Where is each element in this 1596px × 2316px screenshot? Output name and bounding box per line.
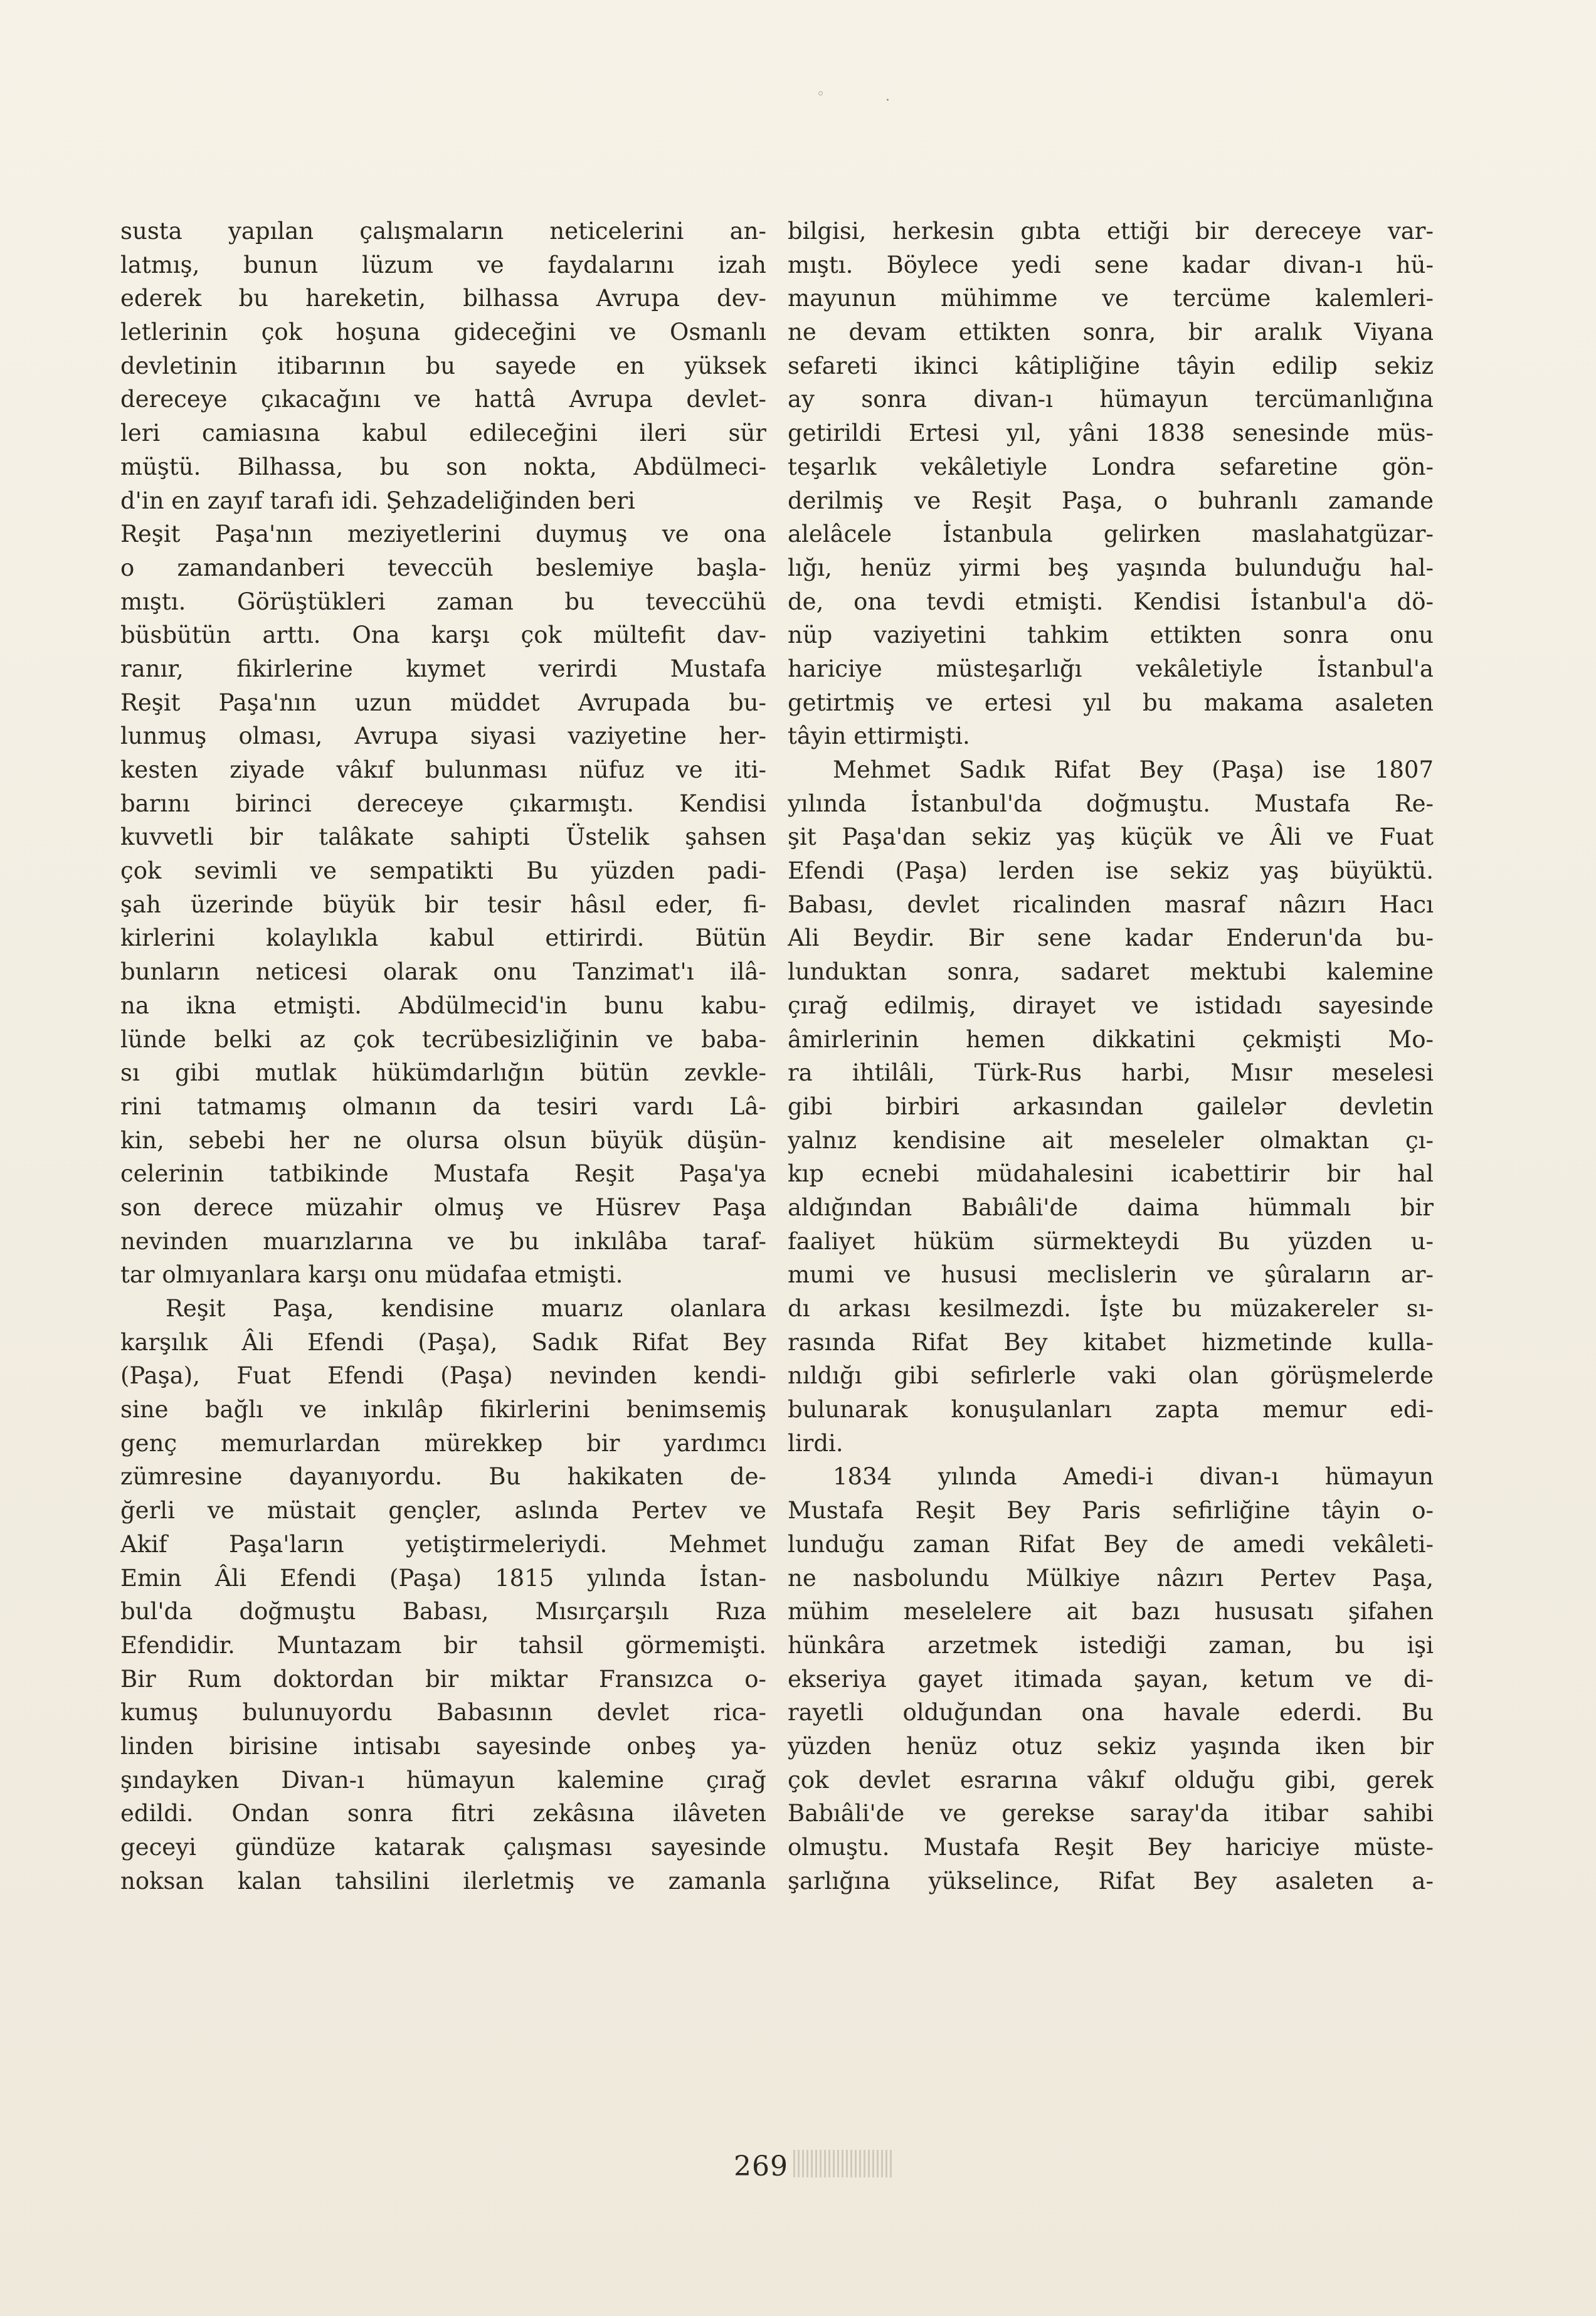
right-column	[788, 214, 1434, 1898]
text-line: rini tatmamış olmanın da tesiri vardı Lâ-	[120, 1092, 766, 1120]
text-line: celerinin tatbikinde Mustafa Reşit Paşa'ya	[120, 1160, 766, 1188]
text-line: barını birinci dereceye çıkarmıştı. Kendisi	[120, 790, 766, 817]
text-line: bilgisi, herkesin gıbta ettiği bir dereceye var-	[788, 218, 1434, 245]
text-line: çırağ edilmiş, dirayet ve istidadı sayesinde	[788, 991, 1434, 1019]
text-line: linden birisine intisabı sayesinde onbeş ya-	[120, 1732, 766, 1760]
text-line: âmirlerinin hemen dikkatini çekmişti Mo-	[788, 1025, 1434, 1053]
text-line: gibi birbiri arkasından gailelər devletin	[788, 1092, 1434, 1120]
text-line: letlerinin çok hoşuna gideceğini ve Osmanlı	[120, 319, 766, 346]
text-line: yüzden henüz otuz sekiz yaşında iken bir	[788, 1732, 1434, 1760]
text-line: o zamandanberi teveccüh beslemiye başla-	[120, 554, 766, 581]
text-line: Akif Paşa'ların yetiştirmeleriydi. Mehmet	[120, 1530, 766, 1558]
text-line: kumuş bulunuyordu Babasının devlet rica-	[120, 1699, 766, 1726]
text-line: Efendidir. Muntazam bir tahsil görmemişti.	[120, 1631, 766, 1659]
text-line: susta yapılan çalışmaların neticelerini an-	[120, 218, 766, 245]
text-line: mıştı. Görüştükleri zaman bu teveccühü	[120, 588, 766, 615]
text-line: kirlerini kolaylıkla kabul ettirirdi. Bütün	[120, 924, 766, 952]
text-line: aldığından Babıâli'de daima hümmalı bir	[788, 1193, 1434, 1221]
text-line: genç memurlardan mürekkep bir yardımcı	[120, 1429, 766, 1457]
text-line: lığı, henüz yirmi beş yaşında bulunduğu hal-	[788, 554, 1434, 581]
text-line: getirildi Ertesi yıl, yâni 1838 senesinde müs-	[788, 420, 1434, 447]
text-line: Mehmet Sadık Rifat Bey (Paşa) ise 1807	[833, 756, 1434, 783]
text-line: ederek bu hareketin, bilhassa Avrupa dev-	[120, 285, 766, 312]
text-line: edildi. Ondan sonra fitri zekâsına ilâveten	[120, 1800, 766, 1827]
text-line: zümresine dayanıyordu. Bu hakikaten de-	[120, 1463, 766, 1491]
text-line: bulunarak konuşulanları zapta memur edi-	[788, 1396, 1434, 1424]
text-line: tâyin ettirmişti.	[788, 722, 970, 750]
text-line: kin, sebebi her ne olursa olsun büyük düşün-	[120, 1126, 766, 1154]
text-line: Ali Beydir. Bir sene kadar Enderun'da bu-	[788, 924, 1434, 952]
text-line: sı gibi mutlak hükümdarlığın bütün zevkle-	[120, 1059, 766, 1087]
scan-stain	[793, 2150, 894, 2177]
text-line: tar olmıyanlara karşı onu müdafaa etmişti.	[120, 1261, 623, 1289]
text-line: kuvvetli bir talâkate sahipti Üstelik şahsen	[120, 823, 766, 851]
text-line: lunduktan sonra, sadaret mektubi kalemine	[788, 958, 1434, 986]
text-line: Mustafa Reşit Bey Paris sefirliğine tâyin o-	[788, 1497, 1434, 1525]
text-line: olmuştu. Mustafa Reşit Bey hariciye müste-	[788, 1834, 1434, 1861]
scan-speck: ·	[885, 93, 890, 108]
text-line: Bir Rum doktordan bir miktar Fransızca o-	[120, 1665, 766, 1693]
text-line: rayetli olduğundan ona havale ederdi. Bu	[788, 1699, 1434, 1726]
text-line: teşarlık vekâletiyle Londra sefaretine gön-	[788, 453, 1434, 480]
text-line: lunmuş olması, Avrupa siyasi vaziyetine her-	[120, 722, 766, 750]
text-line: na ikna etmişti. Abdülmecid'in bunu kabu-	[120, 991, 766, 1019]
text-line: yılında İstanbul'da doğmuştu. Mustafa Re-	[788, 790, 1434, 817]
text-line: karşılık Âli Efendi (Paşa), Sadık Rifat Bey	[120, 1328, 766, 1356]
page-number: 269	[734, 2150, 788, 2182]
text-line: de, ona tevdi etmişti. Kendisi İstanbul'a dö-	[788, 588, 1434, 615]
text-line: lünde belki az çok tecrübesizliğinin ve baba-	[120, 1025, 766, 1053]
text-line: 1834 yılında Amedi-i divan-ı hümayun	[833, 1463, 1434, 1491]
text-line: lunduğu zaman Rifat Bey de amedi vekâleti-	[788, 1530, 1434, 1558]
text-line: d'in en zayıf tarafı idi. Şehzadeliğinden beri	[120, 487, 635, 514]
text-line: latmış, bunun lüzum ve faydalarını izah	[120, 251, 766, 278]
text-line: kesten ziyade vâkıf bulunması nüfuz ve iti-	[120, 756, 766, 783]
text-line: geceyi gündüze katarak çalışması sayesinde	[120, 1834, 766, 1861]
text-line: ne devam ettikten sonra, bir aralık Viyana	[788, 319, 1434, 346]
text-line: mayunun mühimme ve tercüme kalemleri-	[788, 285, 1434, 312]
text-line: ra ihtilâli, Türk-Rus harbi, Mısır meselesi	[788, 1059, 1434, 1087]
text-line: sine bağlı ve inkılâp fikirlerini benimsemiş	[120, 1396, 766, 1424]
text-line: yalnız kendisine ait meseleler olmaktan çı-	[788, 1126, 1434, 1154]
text-line: hariciye müsteşarlığı vekâletiyle İstanbul'a	[788, 655, 1434, 682]
text-line: mühim meselelere ait bazı hususatı şifahen	[788, 1598, 1434, 1626]
text-line: bunların neticesi olarak onu Tanzimat'ı ilâ-	[120, 958, 766, 986]
text-line: derilmiş ve Reşit Paşa, o buhranlı zamande	[788, 487, 1434, 514]
text-line: dı arkası kesilmezdi. İşte bu müzakereler sı-	[788, 1295, 1434, 1322]
text-line: alelâcele İstanbula gelirken maslahatgüzar-	[788, 521, 1434, 548]
text-line: şarlığına yükselince, Rifat Bey asaleten a-	[788, 1867, 1434, 1895]
text-line: dereceye çıkacağını ve hattâ Avrupa devlet-	[120, 386, 766, 413]
text-line: rasında Rifat Bey kitabet hizmetinde kulla-	[788, 1328, 1434, 1356]
text-line: ne nasbolundu Mülkiye nâzırı Pertev Paşa,	[788, 1564, 1434, 1592]
text-line: mıştı. Böylece yedi sene kadar divan-ı hü-	[788, 251, 1434, 278]
text-line: Efendi (Paşa) lerden ise sekiz yaş büyüktü.	[788, 857, 1434, 885]
text-line: noksan kalan tahsilini ilerletmiş ve zamanla	[120, 1867, 766, 1895]
text-line: ğerli ve müstait gençler, aslında Pertev ve	[120, 1497, 766, 1525]
text-line: çok devlet esrarına vâkıf olduğu gibi, gerek	[788, 1766, 1434, 1794]
text-line: Babası, devlet ricalinden masraf nâzırı Hacı	[788, 891, 1434, 918]
text-line: şah üzerinde büyük bir tesir hâsıl eder, fi-	[120, 891, 766, 918]
text-line: müştü. Bilhassa, bu son nokta, Abdülmeci-	[120, 453, 766, 480]
text-line: Emin Âli Efendi (Paşa) 1815 yılında İstan-	[120, 1564, 766, 1592]
text-line: şit Paşa'dan sekiz yaş küçük ve Âli ve Fuat	[788, 823, 1434, 851]
text-line: kıp ecnebi müdahalesini icabettirir bir hal	[788, 1160, 1434, 1188]
scan-speck: ◦	[816, 87, 825, 102]
text-line: faaliyet hüküm sürmekteydi Bu yüzden u-	[788, 1227, 1434, 1255]
text-line: ay sonra divan-ı hümayun tercümanlığına	[788, 386, 1434, 413]
text-line: büsbütün arttı. Ona karşı çok mültefit dav-	[120, 621, 766, 649]
text-line: nıldığı gibi sefirlerle vaki olan görüşmelerde	[788, 1362, 1434, 1390]
left-column	[120, 214, 766, 1898]
text-line: ranır, fikirlerine kıymet verirdi Mustafa	[120, 655, 766, 682]
text-line: Reşit Paşa'nın meziyetlerini duymuş ve ona	[120, 521, 766, 548]
text-line: leri camiasına kabul edileceğini ileri sür	[120, 420, 766, 447]
text-line: son derece müzahir olmuş ve Hüsrev Paşa	[120, 1193, 766, 1221]
text-line: ekseriya gayet itimada şayan, ketum ve di-	[788, 1665, 1434, 1693]
text-line: getirtmiş ve ertesi yıl bu makama asaleten	[788, 689, 1434, 716]
text-line: nüp vaziyetini tahkim ettikten sonra onu	[788, 621, 1434, 649]
text-line: nevinden muarızlarına ve bu inkılâba taraf-	[120, 1227, 766, 1255]
text-line: Reşit Paşa'nın uzun müddet Avrupada bu-	[120, 689, 766, 716]
text-line: Reşit Paşa, kendisine muarız olanlara	[166, 1295, 766, 1322]
text-line: Babıâli'de ve gerekse saray'da itibar sahibi	[788, 1800, 1434, 1827]
text-line: (Paşa), Fuat Efendi (Paşa) nevinden kendi-	[120, 1362, 766, 1390]
text-line: lirdi.	[788, 1429, 843, 1457]
text-line: sefareti ikinci kâtipliğine tâyin edilip sekiz	[788, 352, 1434, 379]
text-line: şındayken Divan-ı hümayun kalemine çırağ	[120, 1766, 766, 1794]
text-line: bul'da doğmuştu Babası, Mısırçarşılı Rıza	[120, 1598, 766, 1626]
text-line: hünkâra arzetmek istediği zaman, bu işi	[788, 1631, 1434, 1659]
text-line: devletinin itibarının bu sayede en yüksek	[120, 352, 766, 379]
text-line: çok sevimli ve sempatikti Bu yüzden padi-	[120, 857, 766, 885]
text-line: mumi ve hususi meclislerin ve şûraların ar-	[788, 1261, 1434, 1289]
